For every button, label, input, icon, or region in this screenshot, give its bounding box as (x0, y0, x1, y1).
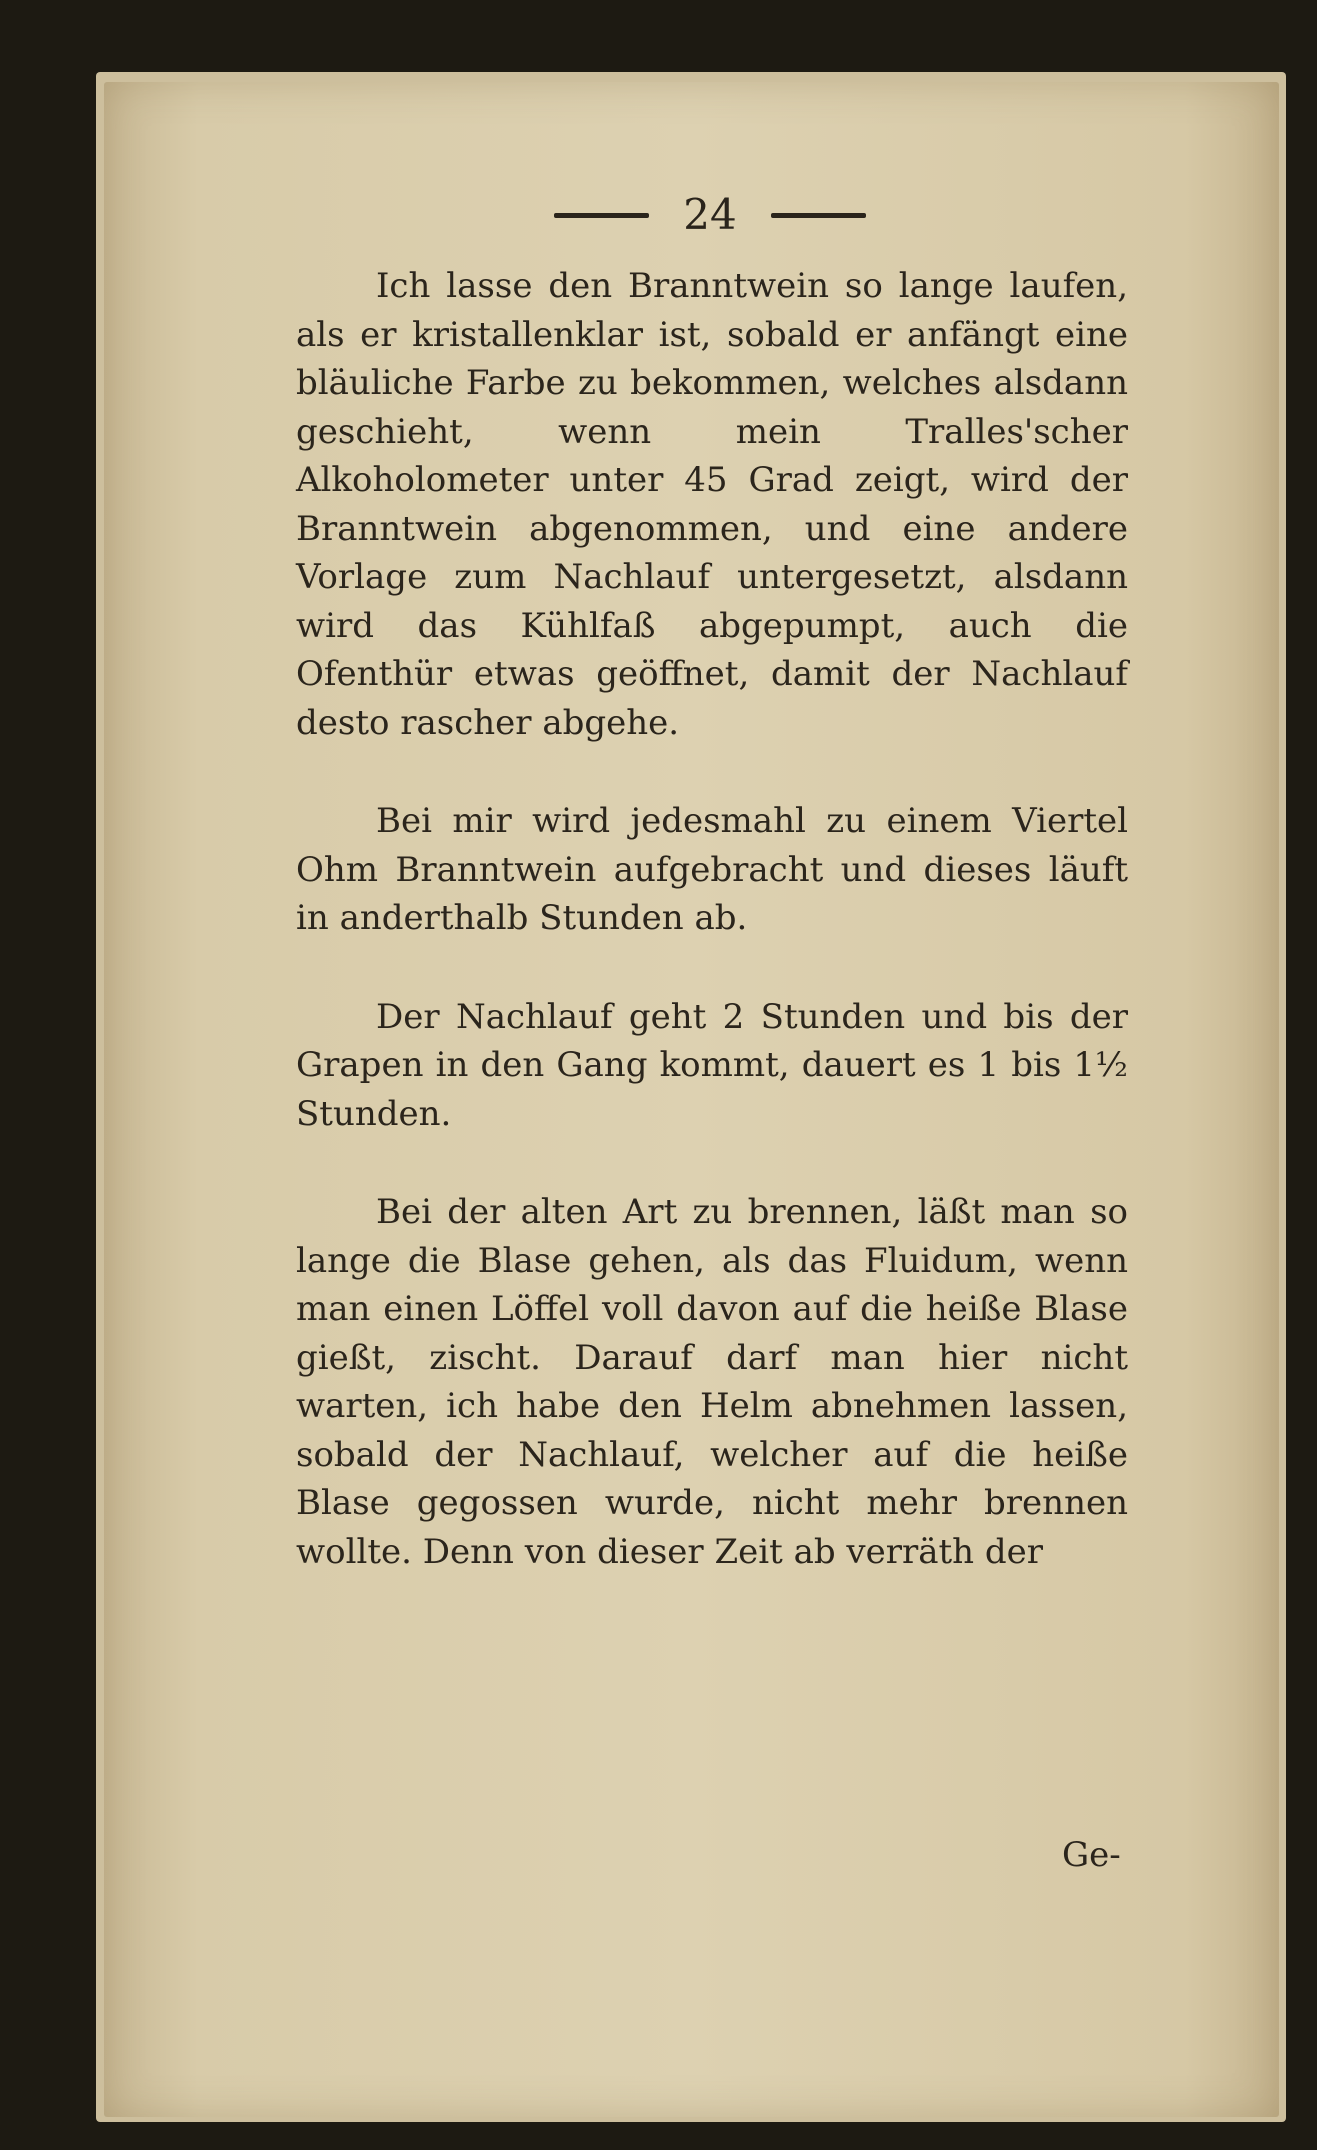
page-header (540, 185, 880, 245)
paragraph-3: Der Nachlauf geht 2 Stunden und bis der Grapen in den Gang kommt, dauert es 1 bis 1½ Stunden. (296, 996, 1128, 1134)
header-rule-right (771, 213, 866, 218)
page-number: 24 (683, 190, 737, 239)
paragraph-1: Ich lasse den Branntwein so lange laufen, als er kristallenklar ist, sobald er anfängt eine bläuliche Farbe zu bekommen, welches alsdann geschieht, wenn mein Tralles'scher Alkoholometer unter 45 Grad zeigt, wird der Branntwein abgenommen, und eine andere Vorlage zum Nachlauf untergesetzt, alsdann wird das Kühlfaß abgepumpt, auch die Ofenthür etwas geöffnet, damit der Nachlauf desto rascher abgehe. (296, 266, 1128, 743)
header-rule-left (554, 213, 649, 218)
paragraph-4: Bei der alten Art zu brennen, läßt man so lange die Blase gehen, als das Fluidum, wenn man einen Löffel voll davon auf die heiße Blase gießt, zischt. Darauf darf man hier nicht warten, ich habe den Helm abnehmen lassen, sobald der Nachlauf, welcher auf die heiße Blase gegossen wurde, nicht mehr brennen wollte. Denn von dieser Zeit ab verräth der (296, 1192, 1128, 1572)
page-body (296, 262, 1128, 1576)
catchword: Ge- (1062, 1835, 1121, 1875)
paragraph-2: Bei mir wird jedesmahl zu einem Viertel Ohm Branntwein aufgebracht und dieses läuft in anderthalb Stunden ab. (296, 801, 1128, 938)
